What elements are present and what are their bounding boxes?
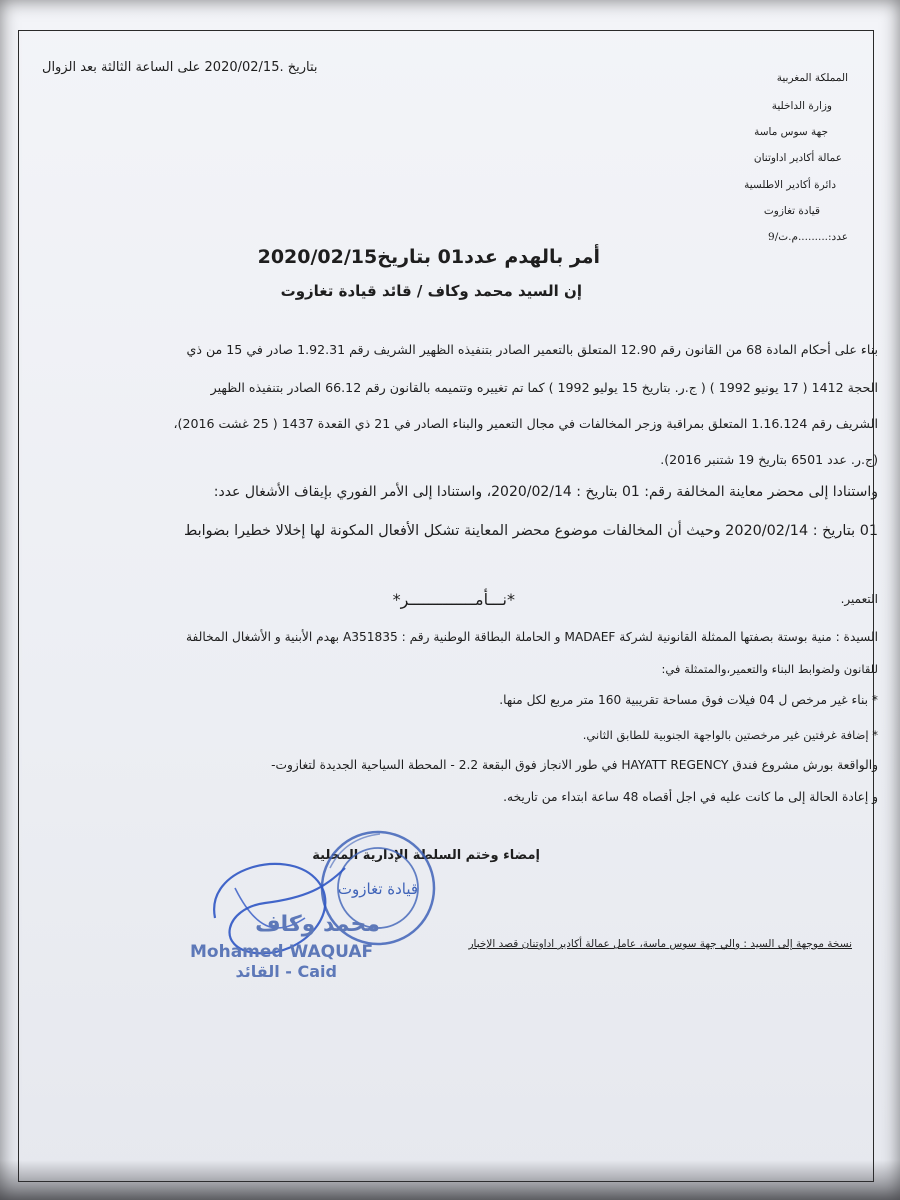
order-title: أمر بالهدم عدد01 بتاريخ2020/02/15: [257, 246, 600, 268]
caid-role: Caid - القائد: [235, 962, 337, 981]
order-heading: *نـــأمــــــــــــــر*: [392, 590, 515, 609]
stamp-text: قيادة تغازوت: [337, 880, 419, 898]
violation-item-2: * إضافة غرفتين غير مرخصتين بالواجهة الجنوبية للطابق الثاني.: [582, 728, 878, 742]
violation-item-1: * بناء غير مرخص ل 04 فيلات فوق مساحة تقريبية 160 متر مربع لكل منها.: [499, 693, 878, 707]
legal-basis-line-1: بناء على أحكام المادة 68 من القانون رقم 12.90 المتعلق بالتعمير الصادر بتنفيذه الظهير الشريف رقم 1.92.31 صادر في 15 من ذي: [186, 342, 878, 357]
addressee-line-1: السيدة : منية بوستة بصفتها الممثلة القانونية لشركة MADAEF و الحاملة البطاقة الوطنية رقم : A351835 بهدم الأبنية و الأشغال المخالفة: [185, 630, 878, 644]
signature-label: إمضاء وختم السلطة الإدارية المحلية: [312, 848, 540, 863]
header-prefecture: عمالة أكادير اداوتنان: [753, 152, 842, 164]
report-line-3: التعمير.: [840, 592, 878, 606]
site-location: والواقعة بورش مشروع فندق HAYATT REGENCY في طور الانجاز فوق البقعة 2.2 - المحطة السياحية الجديدة لتغازوت-: [271, 758, 878, 772]
restore-deadline: و إعادة الحالة إلى ما كانت عليه في اجل أقصاه 48 ساعة ابتداء من تاريخه.: [503, 790, 878, 804]
photo-shadow: [0, 1160, 900, 1200]
copy-recipient-line: نسخة موجهة إلى السيد : والي جهة سوس ماسة، عامل عمالة أكادير اداوتنان قصد الإخبار: [468, 938, 852, 950]
addressee-line-2: للقانون ولضوابط البناء والتعمير،والمتمثلة في:: [661, 662, 878, 676]
header-ministry: وزارة الداخلية: [771, 100, 832, 112]
header-number: عدد:.........م.ت/9: [768, 231, 848, 243]
header-caidat: قيادة تغازوت: [763, 205, 820, 217]
caid-name-en: Mohamed WAQUAF: [190, 942, 374, 962]
report-line-2: 01 بتاريخ : 2020/02/14 وحيث أن المخالفات موضوع محضر المعاينة تشكل الأفعال المكونة لها إخلالا خطيرا بضوابط: [183, 523, 878, 539]
header-region: جهة سوس ماسة: [754, 126, 828, 138]
legal-basis-line-3: الشريف رقم 1.16.124 المتعلق بمراقبة وزجر المخالفات في مجال التعمير والبناء الصادر في 21 ذي القعدة 1437 ( 25 غشت 2016)،: [173, 416, 878, 431]
issuer-line: إن السيد محمد وكاف / قائد قيادة تغازوت: [280, 282, 582, 300]
report-line-1: واستنادا إلى محضر معاينة المخالفة رقم: 01 بتاريخ : 2020/02/14، واستنادا إلى الأمر الفوري بإيقاف الأشغال عدد:: [213, 484, 878, 500]
legal-basis-line-2: الحجة 1412 ( 17 يونيو 1992 ) ( ج.ر. بتاريخ 15 يوليو 1992 ) كما تم تغييره وتتميمه بالقانون رقم 66.12 الصادر بتنفيذه الظهير: [210, 380, 878, 395]
header-district: دائرة أكادير الاطلسية: [744, 179, 836, 191]
legal-basis-line-4: (ج.ر. عدد 6501 بتاريخ 19 شتنبر 2016).: [660, 452, 878, 467]
caid-name-ar: محمد وكاف: [255, 912, 380, 937]
date-line: بتاريخ .2020/02/15 على الساعة الثالثة بعد الزوال: [42, 60, 318, 75]
header-kingdom: المملكة المغربية: [776, 72, 848, 84]
